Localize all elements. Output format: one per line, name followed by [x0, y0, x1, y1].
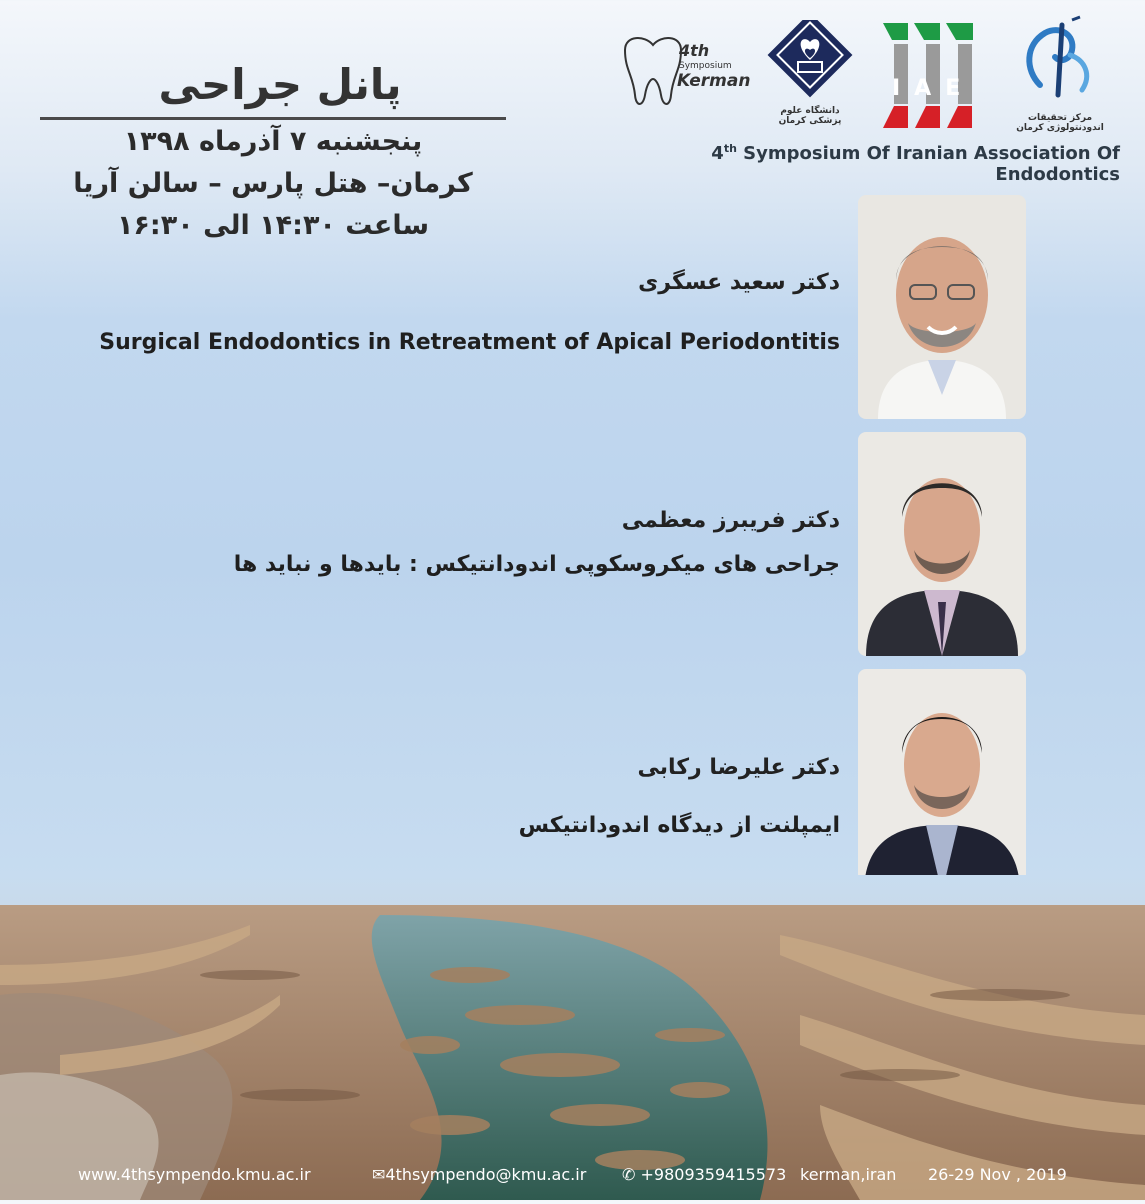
symposium-logo-ordinal: 4th: [679, 41, 710, 60]
speaker-photo-1: [858, 195, 1026, 419]
university-emblem-icon: [765, 20, 855, 100]
symposium-ordinal-suffix: th: [723, 142, 737, 155]
symposium-logo-word: Symposium: [679, 61, 732, 71]
research-center-caption: مرکز تحقیقات اندودنتولوژی کرمان: [1016, 113, 1104, 133]
footer-website[interactable]: www.4thsympendo.kmu.ac.ir: [78, 1165, 311, 1184]
symposium-logo-city: Kerman: [677, 71, 751, 91]
portrait-icon: [858, 432, 1026, 656]
iae-letters: IAE: [892, 76, 975, 101]
event-time: ساعت ۱۴:۳۰ الی ۱۶:۳۰: [116, 210, 430, 241]
envelope-icon: ✉: [372, 1165, 386, 1184]
symposium-kerman-logo: [615, 35, 751, 110]
footer-email-text: 4thsympendo@kmu.ac.ir: [385, 1165, 587, 1184]
symposium-name: Symposium Of Iranian Association Of Endodontics: [736, 143, 1120, 185]
event-date: پنجشنبه ۷ آذرماه ۱۳۹۸: [123, 126, 423, 157]
research-center-emblem-icon: [1000, 15, 1120, 110]
footer-dates: 26-29 Nov , 2019: [928, 1165, 1067, 1184]
iae-logo: [878, 18, 978, 133]
speaker-name-3: دکتر علیرضا رکابی: [637, 755, 840, 780]
speaker-topic-2: جراحی های میکروسکوپی اندودانتیکس : بایدها و نباید ها: [233, 552, 840, 577]
footer-location: kerman,iran: [800, 1165, 897, 1184]
title-divider: [40, 117, 506, 120]
symposium-ordinal: 4: [711, 143, 724, 164]
endodontology-center-logo: [1000, 15, 1120, 133]
footer-phone[interactable]: [622, 1165, 786, 1184]
footer-email[interactable]: [372, 1165, 586, 1184]
phone-icon: ✆: [622, 1165, 636, 1184]
kerman-university-logo: [765, 20, 855, 125]
landscape-photo: [0, 875, 1145, 1200]
footer-phone-text: +9809359415573: [640, 1165, 787, 1184]
speaker-name-2: دکتر فریبرز معظمی: [621, 508, 840, 533]
speaker-photo-3: [858, 669, 1026, 893]
speaker-photo-2: [858, 432, 1026, 656]
symposium-full-title: [600, 142, 1120, 185]
speaker-topic-1: Surgical Endodontics in Retreatment of Apical Periodontitis: [99, 330, 840, 355]
portrait-icon: [858, 195, 1026, 419]
university-caption: دانشگاه علوم پزشکی کرمان: [778, 106, 842, 126]
speaker-topic-3: ایمپلنت از دیدگاه اندودانتیکس: [518, 813, 840, 838]
portrait-icon: [858, 669, 1026, 893]
panel-title: پانل جراحی: [158, 60, 402, 109]
speaker-name-1: دکتر سعید عسگری: [638, 270, 840, 295]
event-venue: کرمان– هتل پارس – سالن آریا: [73, 168, 473, 199]
lake-dunes-landscape-icon: [0, 875, 1145, 1200]
